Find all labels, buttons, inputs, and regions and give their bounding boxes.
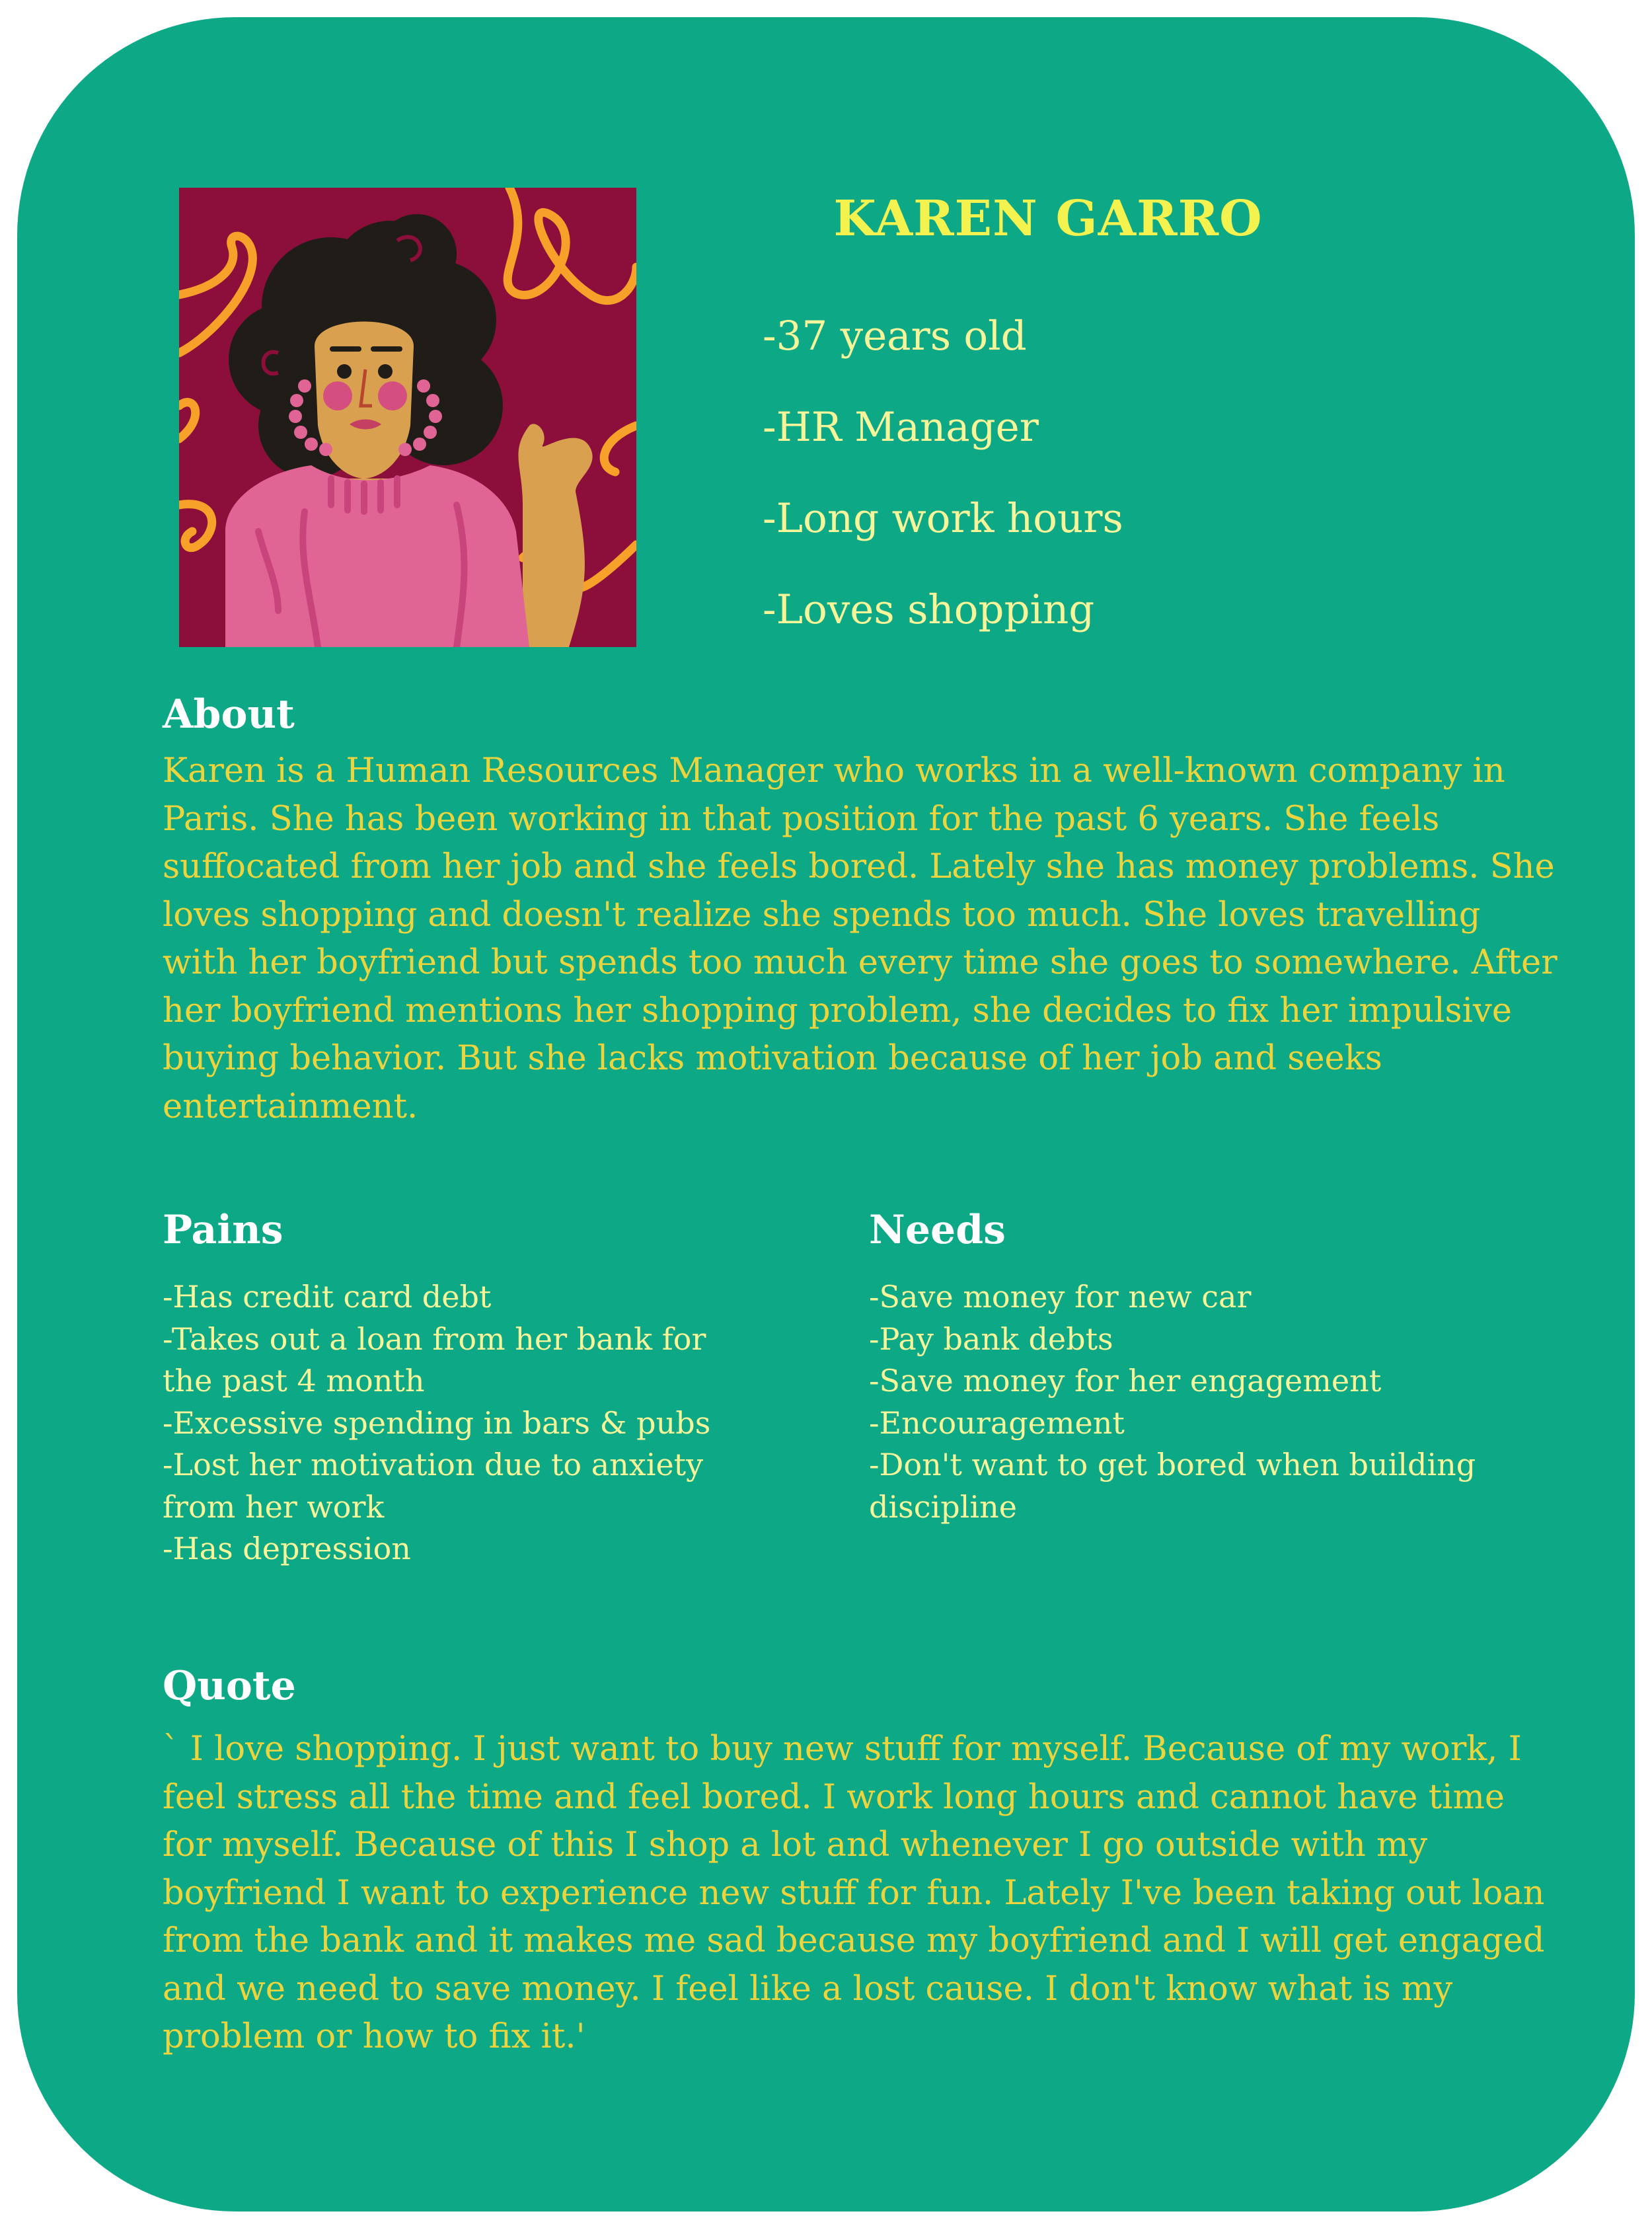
needs-heading: Needs (869, 1207, 1006, 1253)
fact-item: -HR Manager (763, 404, 1039, 451)
need-item: -Save money for her engagement (869, 1363, 1382, 1399)
persona-card (17, 17, 1635, 2211)
needs-list (869, 1276, 1490, 1528)
need-item: -Don't want to get bored when building discipline (869, 1447, 1476, 1525)
fact-item: -Long work hours (763, 495, 1123, 542)
pain-item: -Lost her motivation due to anxiety from her work (163, 1447, 704, 1525)
about-heading: About (163, 691, 295, 738)
pains-list (163, 1276, 731, 1570)
pain-item: -Has depression (163, 1531, 411, 1566)
pains-heading: Pains (163, 1207, 283, 1253)
need-item: -Save money for new car (869, 1279, 1252, 1315)
about-text: Karen is a Human Resources Manager who works in a well-known company in Paris. She has been working in that position for the past 6 years. She feels suffocated from her job and she feels bored. Lately she has money problems. She loves shopping and doesn't realize she spends too much. She loves travelling with her boyfriend but spends too much every time she goes to somewhere. After her boyfriend mentions her shopping problem, she decides to fix her impulsive buying behavior. But she lacks motivation because of her job and seeks entertainment. (163, 751, 1558, 1126)
pain-item: -Excessive spending in bars & pubs (163, 1404, 711, 1441)
persona-facts (763, 313, 1123, 678)
quote-text: ` I love shopping. I just want to buy new stuff for myself. Because of my work, I feel stress all the time and feel bored. I work long hours and cannot have time for myself. Because of this I shop a lot and whenever I go outside with my boyfriend I want to experience new stuff for fun. Lately I've been taking out loan from the bank and it makes me sad because my boyfriend and I will get engaged and we need to save money. I feel like a lost cause. I don't know what is my problem or how to fix it.' (163, 1730, 1545, 2056)
persona-name: KAREN GARRO (833, 190, 1263, 247)
fact-item: -37 years old (763, 313, 1027, 360)
persona-portrait (179, 188, 636, 647)
need-item: -Pay bank debts (869, 1321, 1113, 1357)
quote-heading: Quote (163, 1663, 296, 1709)
pain-item: -Takes out a loan from her bank for the past 4 month (163, 1321, 706, 1399)
pain-item: -Has credit card debt (163, 1279, 492, 1315)
need-item: -Encouragement (869, 1404, 1125, 1441)
fact-item: -Loves shopping (763, 586, 1095, 633)
